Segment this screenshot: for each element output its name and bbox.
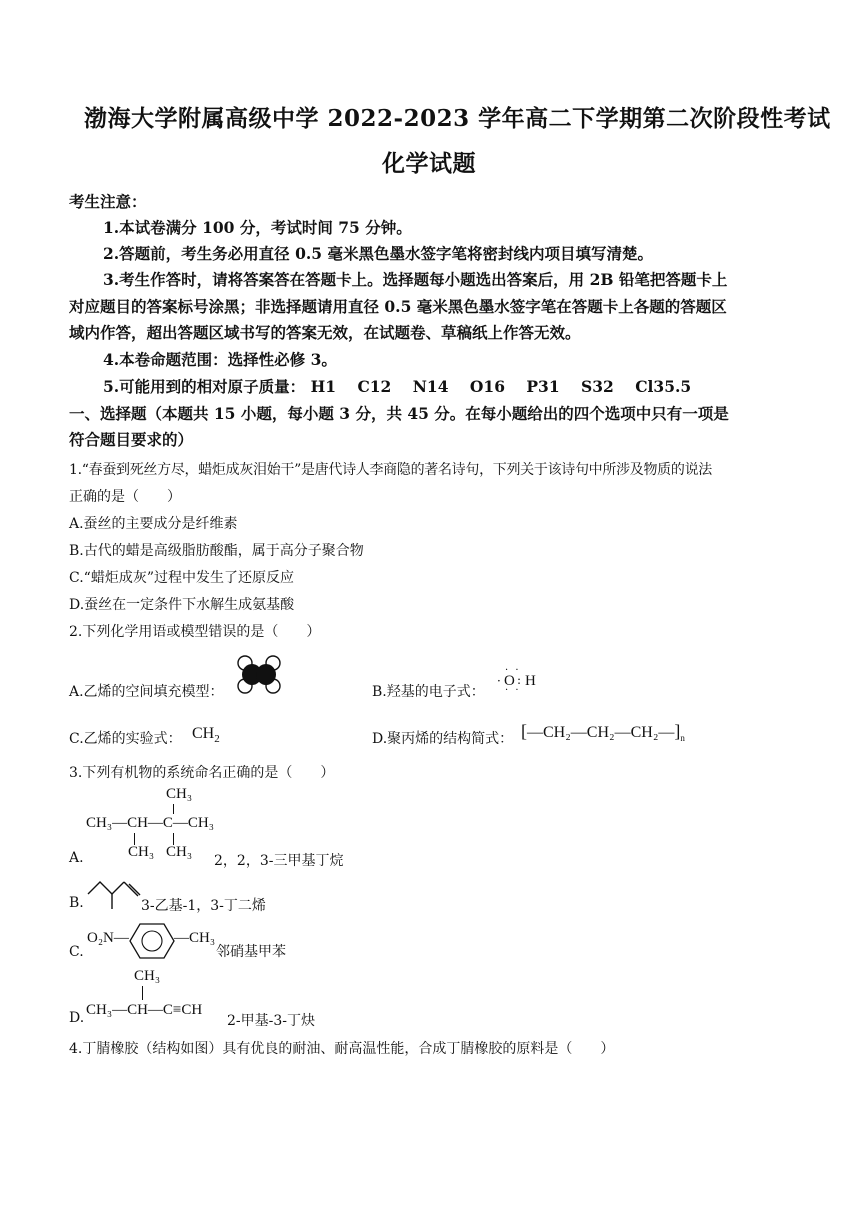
q3-option-d-name: 2-甲基-3-丁炔 (227, 1013, 316, 1029)
atomic-mass-h: H1 (310, 377, 337, 396)
atomic-mass-cl: Cl35.5 (635, 377, 692, 396)
q3-option-c-label: C. (69, 944, 84, 960)
q3-stem: 3.下列有机物的系统命名正确的是（ ） (69, 765, 335, 781)
q2-option-c: C.乙烯的实验式： (69, 731, 182, 747)
q1-option-a: A.蚕丝的主要成分是纤维素 (69, 516, 238, 532)
notice-item-4: 4.本卷命题范围：选择性必修 3。 (103, 350, 337, 369)
atomic-mass-n: N14 (412, 377, 449, 396)
notice-item-3-line3: 域内作答，超出答题区域书写的答案无效，在试题卷、草稿纸上作答无效。 (69, 323, 581, 342)
q3-option-c-methyl-group: —CH₃ (174, 930, 216, 946)
q2-option-b: B.羟基的电子式： (372, 684, 485, 700)
notice-item-3-line1: 3.考生作答时，请将答案答在答题卡上。选择题每小题选出答案后，用 2B 铅笔把答题卡上 (103, 270, 728, 289)
q3-option-a-label: A. (69, 850, 84, 866)
q3-option-a-structure: CH₃ CH₃—CH—C—CH₃ CH₃ CH₃ (86, 786, 214, 860)
atomic-mass-s: S32 (581, 377, 614, 396)
notice-item-5-label: 5.可能用到的相对原子质量： (103, 377, 306, 396)
notice-item-3-line2: 对应题目的答案标号涂黑；非选择题请用直径 0.5 毫米黑色墨水签字笔在答题卡上各题的答题区 (69, 297, 727, 316)
q3-option-b-name: 3-乙基-1，3-丁二烯 (141, 898, 266, 914)
q3-option-a-name: 2，2，3-三甲基丁烷 (214, 853, 344, 869)
notice-item-2: 2.答题前，考生务必用直径 0.5 毫米黑色墨水签字笔将密封线内项目填写清楚。 (103, 244, 653, 263)
q1-option-c: C.“蜡炬成灰”过程中发生了还原反应 (69, 570, 294, 586)
atomic-mass-o: O16 (469, 377, 505, 396)
ethylene-space-filling-model (236, 654, 284, 696)
q1-option-b: B.古代的蜡是高级脂肪酸酯，属于高分子聚合物 (69, 543, 364, 559)
q4-stem: 4.丁腈橡胶（结构如图）具有优良的耐油、耐高温性能，合成丁腈橡胶的原料是（ ） (69, 1041, 615, 1057)
notice-heading: 考生注意： (69, 192, 147, 211)
benzene-ring-icon (128, 922, 176, 960)
q2-option-a: A.乙烯的空间填充模型： (69, 684, 224, 700)
exam-title: 渤海大学附属高级中学 2022-2023 学年高二下学期第二次阶段性考试 (84, 105, 831, 132)
q3-option-d-label: D. (69, 1010, 85, 1026)
q3-option-c-name: 邻硝基甲苯 (216, 944, 286, 960)
atomic-mass-p: P31 (526, 377, 560, 396)
q1-stem-line1: 1.“春蚕到死丝方尽，蜡炬成灰泪始干”是唐代诗人李商隐的著名诗句，下列关于该诗句中所涉及物质的说法 (69, 462, 712, 478)
q3-option-b-label: B. (69, 895, 84, 911)
q2-option-d: D.聚丙烯的结构简式： (372, 731, 514, 747)
notice-item-1: 1.本试卷满分 100 分，考试时间 75 分钟。 (103, 218, 412, 237)
hydroxyl-electron-formula: · · · O : H · · (497, 665, 536, 696)
q3-option-b-skeletal-structure (86, 876, 144, 910)
exam-subtitle: 化学试题 (382, 150, 476, 177)
q3-option-d-structure: CH₃ CH₃—CH—C≡CH (86, 968, 203, 1018)
ethylene-empirical-formula: $CH_2$ (192, 725, 220, 746)
q1-option-d: D.蚕丝在一定条件下水解生成氨基酸 (69, 597, 295, 613)
atomic-mass-c: C12 (357, 377, 392, 396)
notice-item-5 (103, 375, 691, 397)
q2-stem: 2.下列化学用语或模型错误的是（ ） (69, 624, 321, 640)
section-heading-line1: 一、选择题（本题共 15 小题，每小题 3 分，共 45 分。在每小题给出的四个选项中只有一项是 (69, 404, 729, 423)
section-heading-line2: 符合题目要求的） (69, 430, 194, 449)
q1-stem-line2: 正确的是（ ） (69, 489, 181, 505)
q3-option-c-nitro-group: O₂N— (87, 930, 129, 946)
polypropylene-formula: $[—CH_2—CH_2—CH_2—]_n$ (521, 721, 685, 744)
